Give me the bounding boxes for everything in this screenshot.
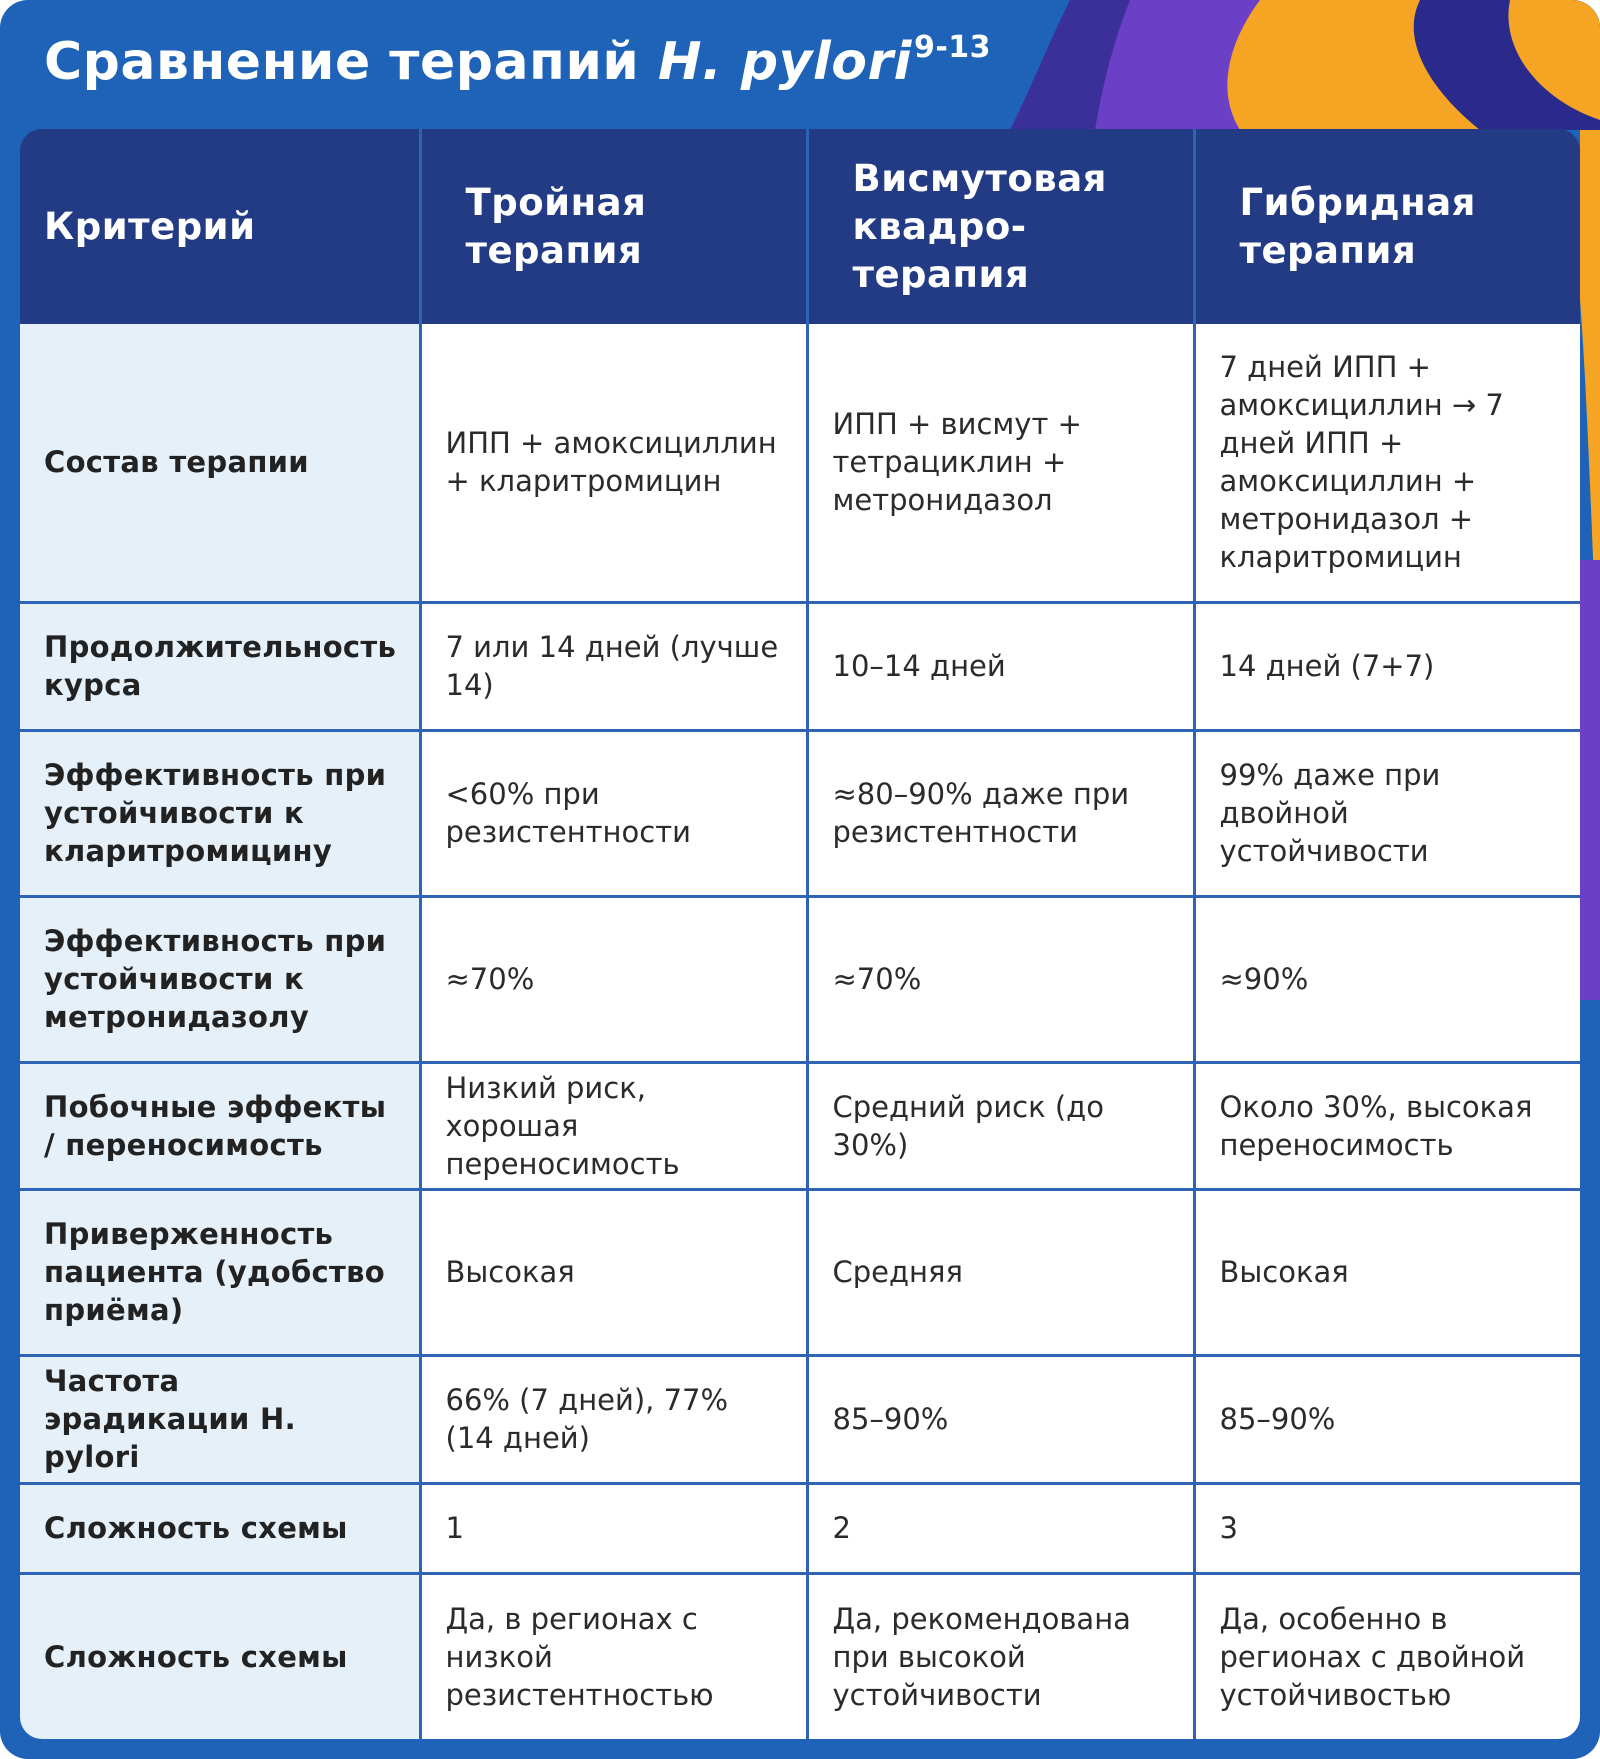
table-cell: 14 дней (7+7) <box>1194 602 1580 730</box>
table-header-row <box>20 129 1580 324</box>
table-cell: Да, в регионах с низкой резистентностью <box>420 1573 807 1739</box>
table-cell: ≈70% <box>420 896 807 1062</box>
table-cell: 10–14 дней <box>807 602 1194 730</box>
comparison-table <box>20 129 1580 1739</box>
row-criterion: Приверженность пациента (удобство приёма) <box>20 1189 420 1355</box>
table-cell: Средний риск (до 30%) <box>807 1062 1194 1189</box>
table-cell: Около 30%, высокая переносимость <box>1194 1062 1580 1189</box>
row-criterion: Частота эрадикации H. pylori <box>20 1355 420 1483</box>
row-criterion: Эффективность при устойчивости к метронидазолу <box>20 896 420 1062</box>
row-criterion: Эффективность при устойчивости к кларитромицину <box>20 730 420 896</box>
table-row <box>20 324 1580 602</box>
table-row <box>20 896 1580 1062</box>
table-cell: 2 <box>807 1483 1194 1573</box>
row-criterion: Продолжительность курса <box>20 602 420 730</box>
table-cell: ≈70% <box>807 896 1194 1062</box>
table-row <box>20 1483 1580 1573</box>
row-criterion: Сложность схемы <box>20 1573 420 1739</box>
table-row <box>20 1355 1580 1483</box>
table-row <box>20 602 1580 730</box>
table-cell: Высокая <box>1194 1189 1580 1355</box>
header-triple-therapy: Тройная терапия <box>420 129 807 324</box>
table-cell: Средняя <box>807 1189 1194 1355</box>
table-cell: Низкий риск, хорошая переносимость <box>420 1062 807 1189</box>
header-bismuth-quad-therapy: Висмутовая квадро-терапия <box>807 129 1194 324</box>
header-criterion: Критерий <box>20 129 420 324</box>
row-criterion: Побочные эффекты / переносимость <box>20 1062 420 1189</box>
table-cell: 85–90% <box>1194 1355 1580 1483</box>
table-cell: Да, рекомендована при высокой устойчивости <box>807 1573 1194 1739</box>
table-row <box>20 1189 1580 1355</box>
table-cell: <60% при резистентности <box>420 730 807 896</box>
table-cell: Высокая <box>420 1189 807 1355</box>
row-criterion: Сложность схемы <box>20 1483 420 1573</box>
table-cell: 85–90% <box>807 1355 1194 1483</box>
table-row <box>20 1573 1580 1739</box>
row-criterion: Состав терапии <box>20 324 420 602</box>
title-reference: 9-13 <box>913 30 992 65</box>
table-cell: 1 <box>420 1483 807 1573</box>
table-cell: 3 <box>1194 1483 1580 1573</box>
table-cell: ИПП + амоксициллин + кларитромицин <box>420 324 807 602</box>
table-cell: ≈80–90% даже при резистентности <box>807 730 1194 896</box>
header-hybrid-therapy: Гибридная терапия <box>1194 129 1580 324</box>
table-row <box>20 730 1580 896</box>
table-cell: 66% (7 дней), 77% (14 дней) <box>420 1355 807 1483</box>
table-row <box>20 1062 1580 1189</box>
table-cell: ≈90% <box>1194 896 1580 1062</box>
table-cell: 7 или 14 дней (лучше 14) <box>420 602 807 730</box>
table-cell: 99% даже при двойной устойчивости <box>1194 730 1580 896</box>
table-cell: 7 дней ИПП + амоксициллин → 7 дней ИПП + амоксициллин + метронидазол + кларитромицин <box>1194 324 1580 602</box>
title-species: H. pylori <box>657 32 912 92</box>
page-title: Сравнение терапий H. pylori$^{9-13}$ <box>44 30 992 92</box>
table-cell: ИПП + висмут + тетрациклин + метронидазол <box>807 324 1194 602</box>
table-cell: Да, особенно в регионах с двойной устойчивостью <box>1194 1573 1580 1739</box>
